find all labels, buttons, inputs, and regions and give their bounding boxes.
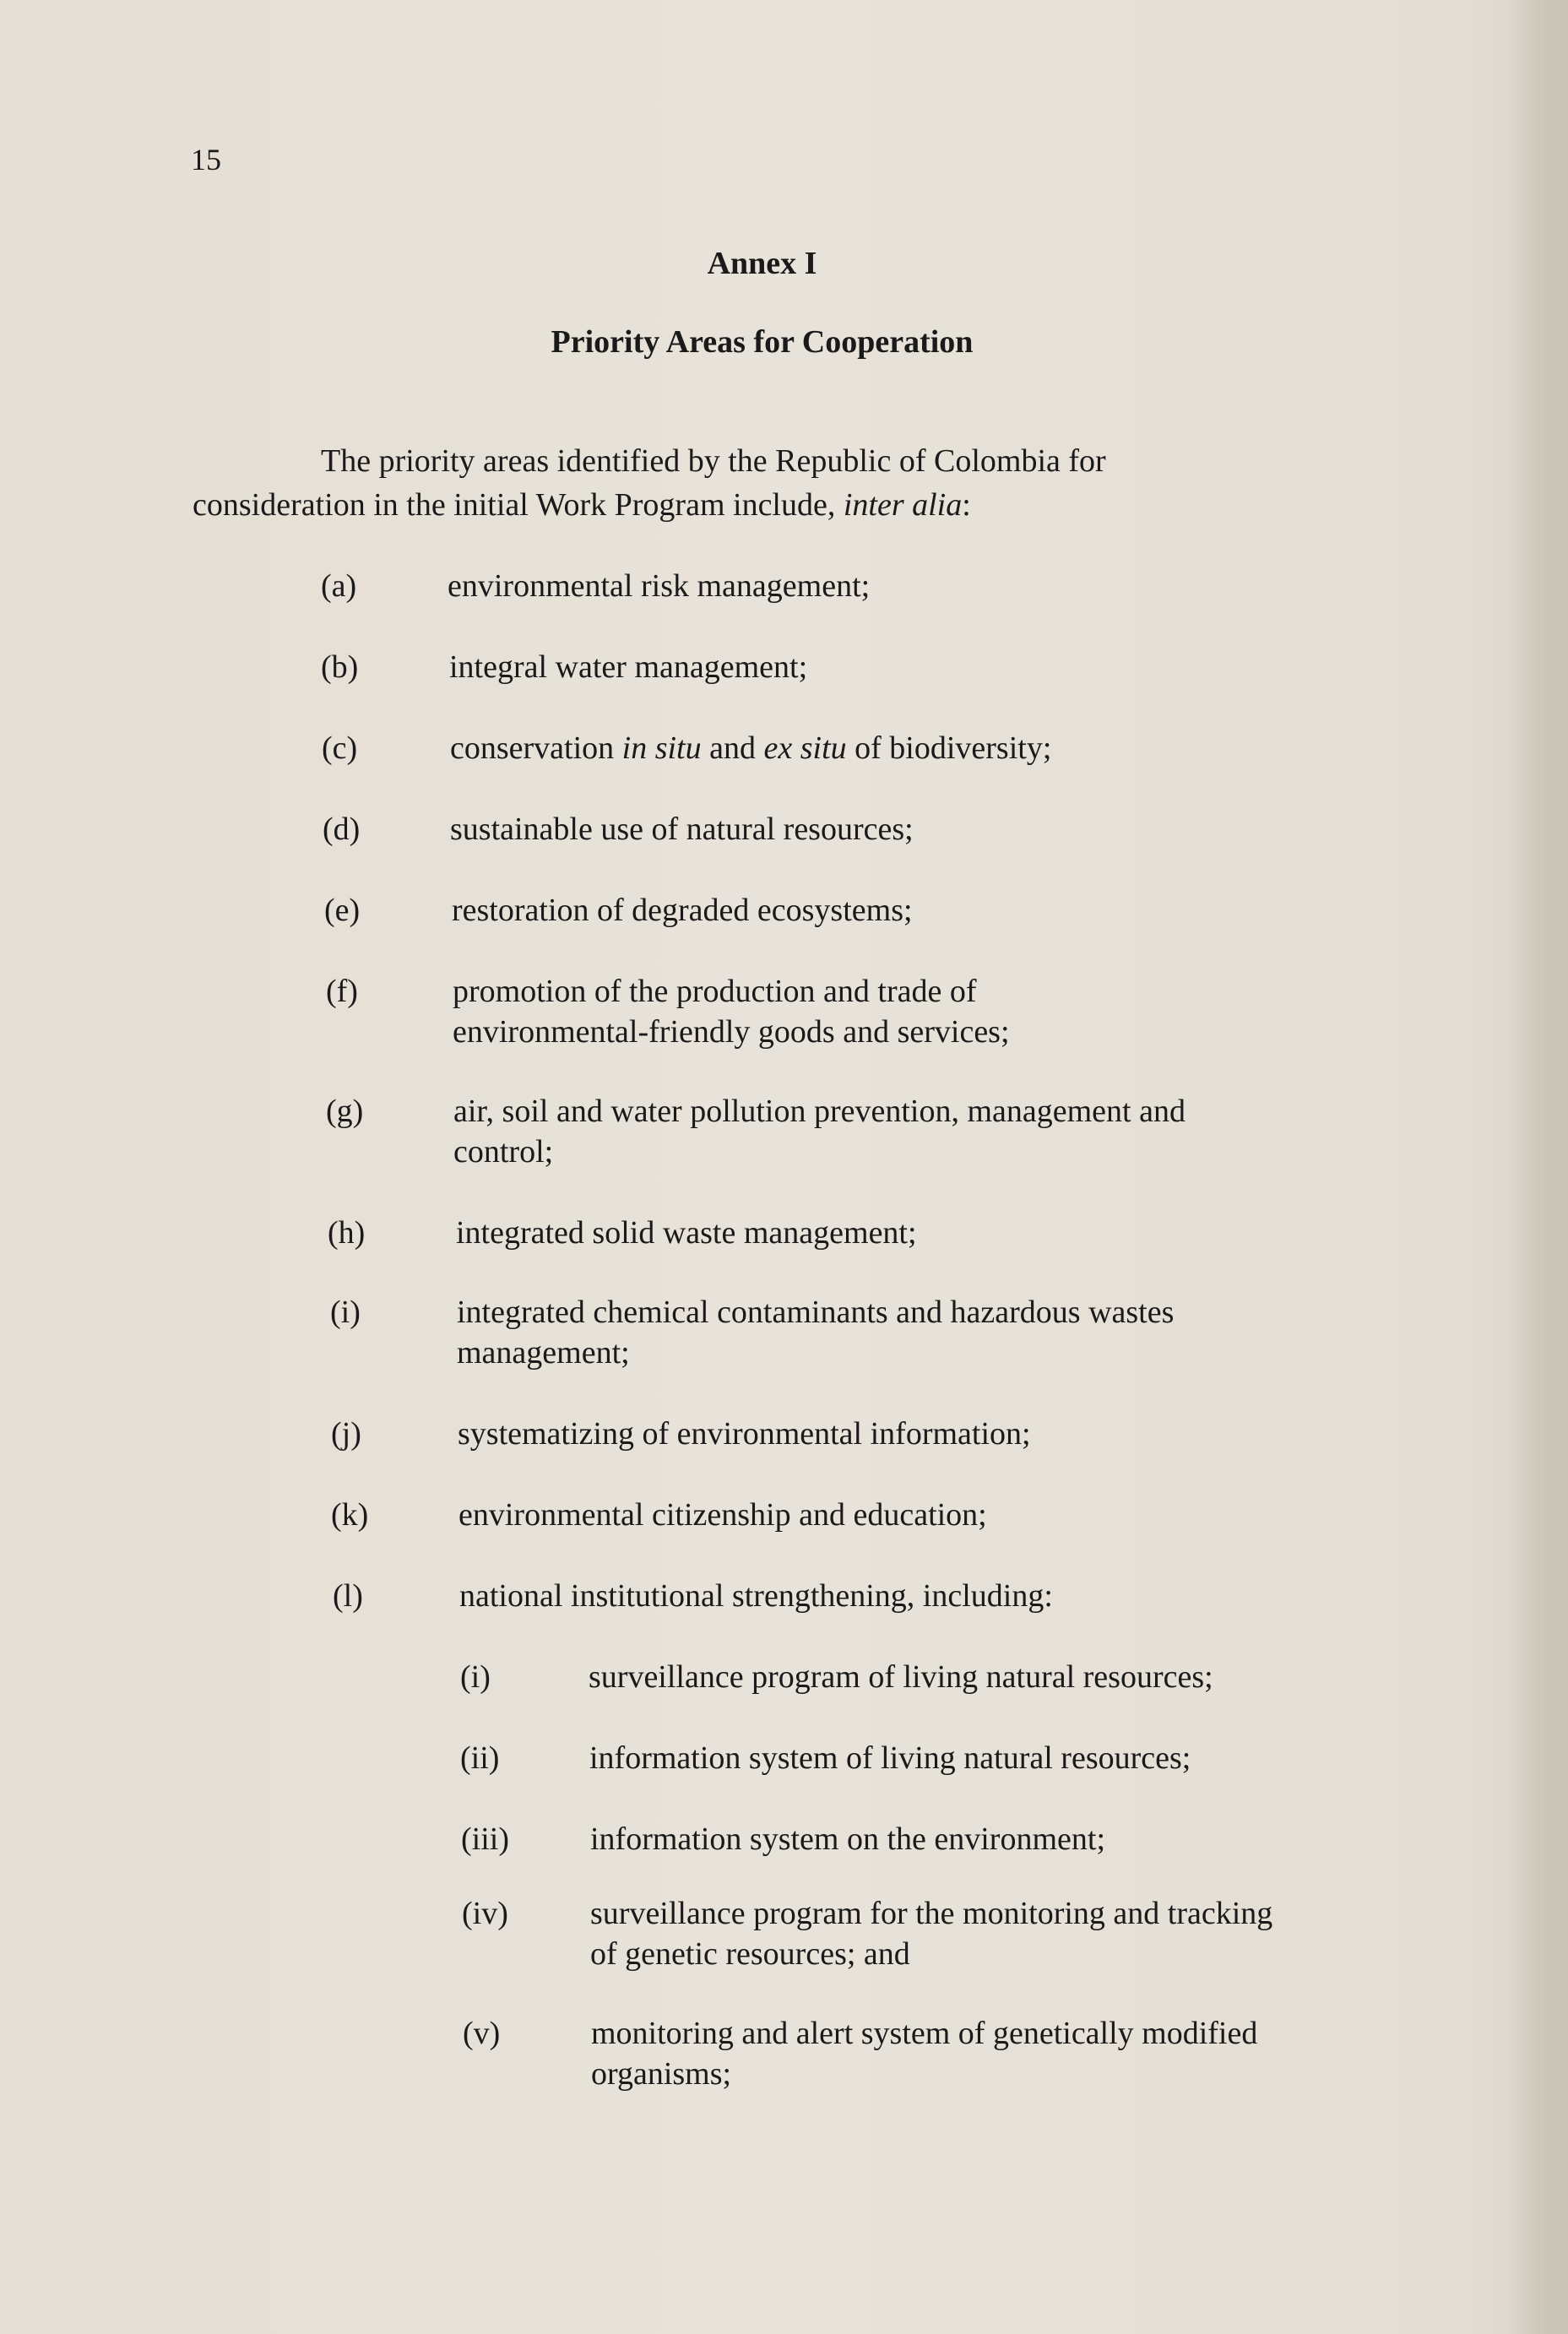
intro-line-2 xyxy=(193,483,1248,527)
list-item-text: environmental risk management; xyxy=(448,568,871,604)
list-marker: (b) xyxy=(321,649,359,685)
list-item-text: sustainable use of natural resources; xyxy=(450,811,914,847)
list-item-text-line-1: promotion of the production and trade of xyxy=(453,974,977,1009)
sub-item-text-line-2: of genetic resources; and xyxy=(590,1936,910,1972)
intro-line-1: The priority areas identified by the Republic of Colombia for xyxy=(321,443,1106,479)
list-marker: (i) xyxy=(330,1295,361,1330)
list-marker: (j) xyxy=(331,1416,361,1452)
text-part: of biodiversity; xyxy=(846,730,1052,766)
list-item-text: integral water management; xyxy=(449,649,808,685)
sub-list-marker: (v) xyxy=(463,2016,501,2051)
list-item-text-line-1: air, soil and water pollution prevention, management and xyxy=(453,1094,1185,1129)
list-marker: (h) xyxy=(328,1215,366,1251)
list-marker: (d) xyxy=(323,811,361,847)
sub-list-marker: (ii) xyxy=(460,1740,500,1776)
text-part: and xyxy=(701,730,764,766)
latin-term-ex-situ: ex situ xyxy=(763,730,847,766)
sub-item-text: information system on the environment; xyxy=(590,1821,1106,1857)
sub-list-marker: (i) xyxy=(460,1659,491,1695)
intro-line-2-text: consideration in the initial Work Program include, xyxy=(193,487,844,523)
sub-list-marker: (iii) xyxy=(461,1821,509,1857)
list-marker: (g) xyxy=(326,1094,364,1129)
list-marker: (c) xyxy=(322,730,358,766)
intro-line-2-end: : xyxy=(962,487,971,523)
list-item-text-line-1: integrated chemical contaminants and hazardous wastes xyxy=(457,1295,1175,1330)
latin-term-in-situ: in situ xyxy=(621,730,702,766)
annex-title: Annex I xyxy=(707,246,817,281)
list-item-text xyxy=(453,971,1339,1052)
list-marker: (l) xyxy=(333,1578,363,1614)
list-marker: (e) xyxy=(324,893,361,928)
text-part: conservation xyxy=(450,730,622,766)
sub-item-text: surveillance program of living natural resources; xyxy=(589,1659,1213,1695)
annex-subtitle: Priority Areas for Cooperation xyxy=(551,324,974,360)
page-number: 15 xyxy=(191,143,221,176)
list-item-text xyxy=(457,1292,1343,1373)
sub-item-text xyxy=(591,2013,1351,2094)
intro-paragraph xyxy=(193,439,1248,527)
list-item-text: integrated solid waste management; xyxy=(456,1215,917,1251)
list-marker: (a) xyxy=(321,568,357,604)
sub-item-text-line-1: surveillance program for the monitoring and tracking xyxy=(590,1896,1273,1931)
list-item-text xyxy=(450,728,1337,768)
sub-list-marker: (iv) xyxy=(462,1896,508,1931)
list-item-text: systematizing of environmental information; xyxy=(458,1416,1031,1452)
list-item-text: restoration of degraded ecosystems; xyxy=(452,893,913,928)
sub-item-text-line-2: organisms; xyxy=(591,2056,732,2092)
list-marker: (k) xyxy=(331,1497,369,1533)
intro-latin-phrase: inter alia xyxy=(843,487,963,523)
list-item-text-line-2: environmental-friendly goods and services; xyxy=(453,1014,1010,1050)
list-item-text xyxy=(453,1091,1340,1172)
sub-item-text: information system of living natural resources; xyxy=(589,1740,1191,1776)
list-marker: (f) xyxy=(326,974,358,1009)
list-item-text: environmental citizenship and education; xyxy=(458,1497,987,1533)
list-item-text-line-2: management; xyxy=(457,1335,630,1371)
sub-item-text-line-1: monitoring and alert system of genetically modified xyxy=(591,2016,1258,2051)
list-item-text-line-2: control; xyxy=(453,1134,554,1170)
list-item-text: national institutional strengthening, including: xyxy=(459,1578,1053,1614)
sub-item-text xyxy=(590,1893,1350,1974)
